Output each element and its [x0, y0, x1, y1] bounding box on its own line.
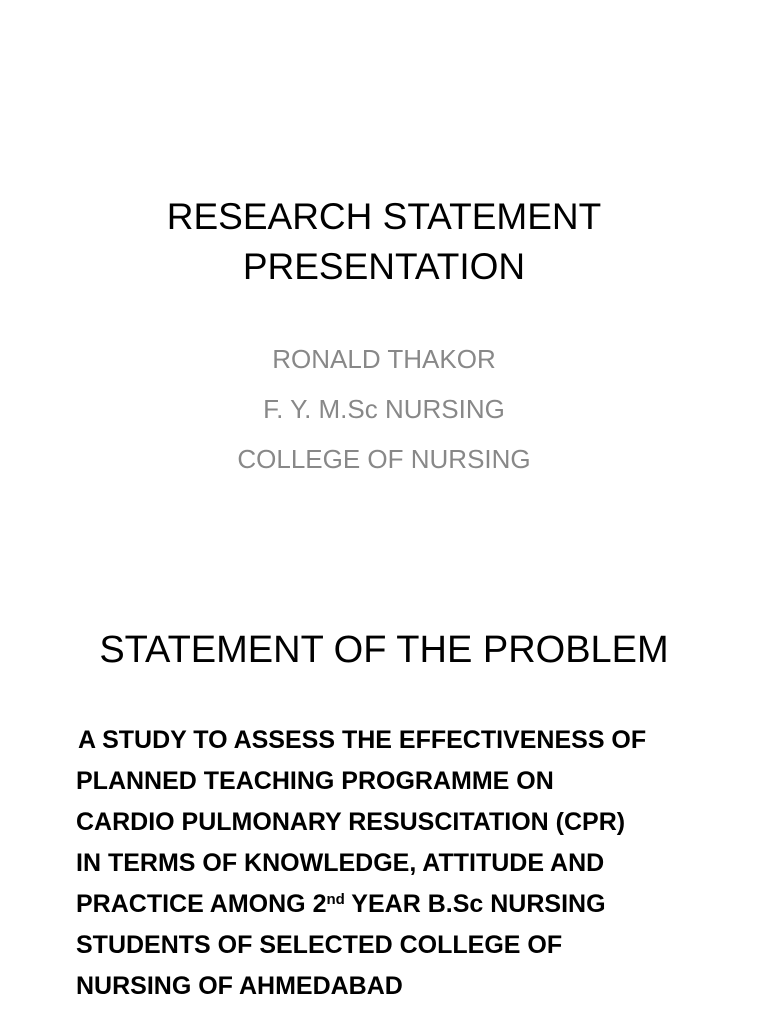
problem-line-1: A STUDY TO ASSESS THE EFFECTIVENESS OF [78, 726, 647, 754]
problem-line-2: PLANNED TEACHING PROGRAMME ON [76, 767, 554, 795]
slide-title [0, 192, 768, 292]
ordinal-superscript: nd [326, 891, 345, 908]
problem-line-3: CARDIO PULMONARY RESUSCITATION (CPR) [76, 808, 626, 836]
author-institution: COLLEGE OF NURSING [237, 444, 531, 474]
problem-line-7: NURSING OF AHMEDABAD [76, 972, 403, 1000]
problem-line-5-end: YEAR B.Sc NURSING [344, 890, 606, 918]
slide-subtitle [0, 334, 768, 484]
problem-line-5-start: PRACTICE AMONG 2 [76, 890, 327, 918]
problem-heading: STATEMENT OF THE PROBLEM [99, 629, 669, 671]
problem-line-4: IN TERMS OF KNOWLEDGE, ATTITUDE AND [76, 849, 605, 877]
author-name: RONALD THAKOR [272, 344, 496, 374]
problem-statement [76, 720, 726, 1007]
title-line-1: RESEARCH STATEMENT [166, 196, 602, 237]
problem-line-6: STUDENTS OF SELECTED COLLEGE OF [76, 931, 563, 959]
title-line-2: PRESENTATION [242, 246, 526, 287]
author-course: F. Y. M.Sc NURSING [263, 394, 505, 424]
problem-slide [0, 560, 768, 1024]
problem-line-5 [76, 884, 726, 925]
